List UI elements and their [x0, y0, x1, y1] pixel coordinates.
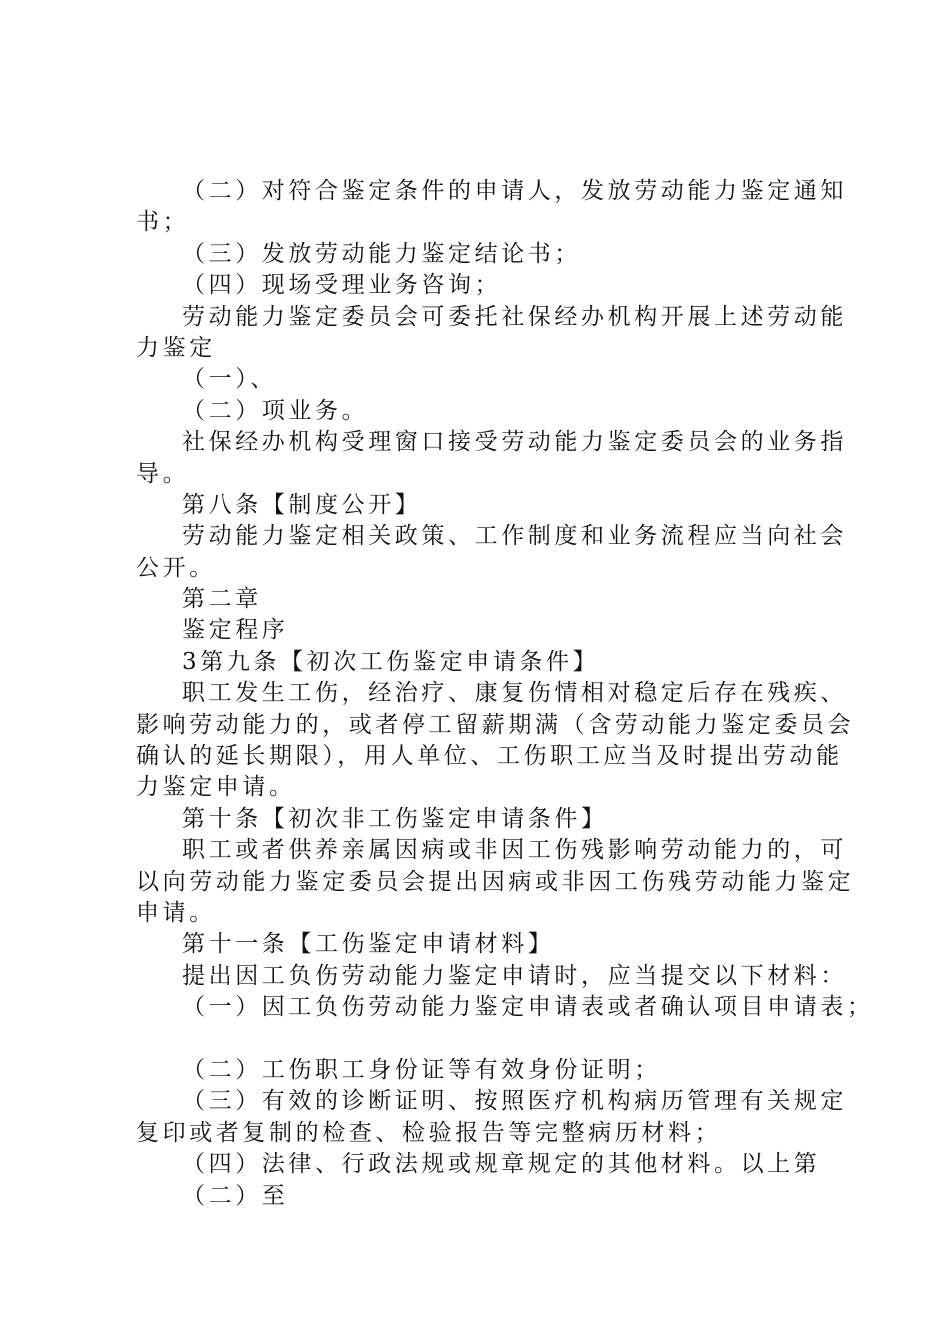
text-line: 鉴定程序 — [182, 617, 289, 644]
text-line: 劳动能力鉴定相关政策、工作制度和业务流程应当向社会 — [182, 523, 847, 550]
text-line: 3第九条【初次工伤鉴定申请条件】 — [182, 648, 600, 675]
text-line: （三）发放劳动能力鉴定结论书； — [182, 240, 581, 267]
text-line: （二）工伤职工身份证等有效身份证明； — [182, 1056, 661, 1083]
text-line: 第八条【制度公开】 — [182, 491, 422, 518]
text-line: 社保经办机构受理窗口接受劳动能力鉴定委员会的业务指 — [182, 429, 847, 456]
blank-line — [136, 1024, 836, 1055]
text-line: 书； — [136, 209, 190, 236]
text-line: 力鉴定 — [136, 334, 216, 361]
text-line: 第十条【初次非工伤鉴定申请条件】 — [182, 805, 608, 832]
text-line: 职工发生工伤，经治疗、康复伤情相对稳定后存在残疾、 — [182, 680, 847, 707]
document-body — [136, 176, 874, 1212]
text-line: 导。 — [136, 460, 190, 487]
text-line: 劳动能力鉴定委员会可委托社保经办机构开展上述劳动能 — [182, 303, 847, 330]
text-line: （一）因工负伤劳动能力鉴定申请表或者确认项目申请表； — [182, 994, 874, 1021]
text-line: 提出因工负伤劳动能力鉴定申请时，应当提交以下材料： — [182, 962, 847, 989]
text-line: 第十一条【工伤鉴定申请材料】 — [182, 931, 555, 958]
text-line: （三）有效的诊断证明、按照医疗机构病历管理有关规定 — [182, 1088, 847, 1115]
text-line: （一）、 — [182, 366, 277, 393]
text-line: （二）至 — [182, 1182, 289, 1209]
text-line: （四）现场受理业务咨询； — [182, 272, 502, 299]
text-line: （二）项业务。 — [182, 397, 369, 424]
text-line: 公开。 — [136, 554, 216, 581]
text-line: （二）对符合鉴定条件的申请人，发放劳动能力鉴定通知 — [182, 178, 847, 204]
text-line: 复印或者复制的检查、检验报告等完整病历材料； — [136, 1119, 722, 1146]
text-line: 力鉴定申请。 — [136, 774, 296, 801]
text-line: 以向劳动能力鉴定委员会提出因病或非因工伤残劳动能力鉴定 — [136, 868, 855, 895]
text-line: 第二章 — [182, 586, 262, 613]
text-line: 确认的延长期限），用人单位、工伤职工应当及时提出劳动能 — [136, 743, 843, 770]
text-line: （四）法律、行政法规或规章规定的其他材料。以上第 — [182, 1151, 821, 1178]
text-line: 职工或者供养亲属因病或非因工伤残影响劳动能力的，可 — [182, 837, 847, 864]
text-line: 申请。 — [136, 899, 216, 926]
text-line: 影响劳动能力的，或者停工留薪期满（含劳动能力鉴定委员会 — [136, 711, 855, 738]
